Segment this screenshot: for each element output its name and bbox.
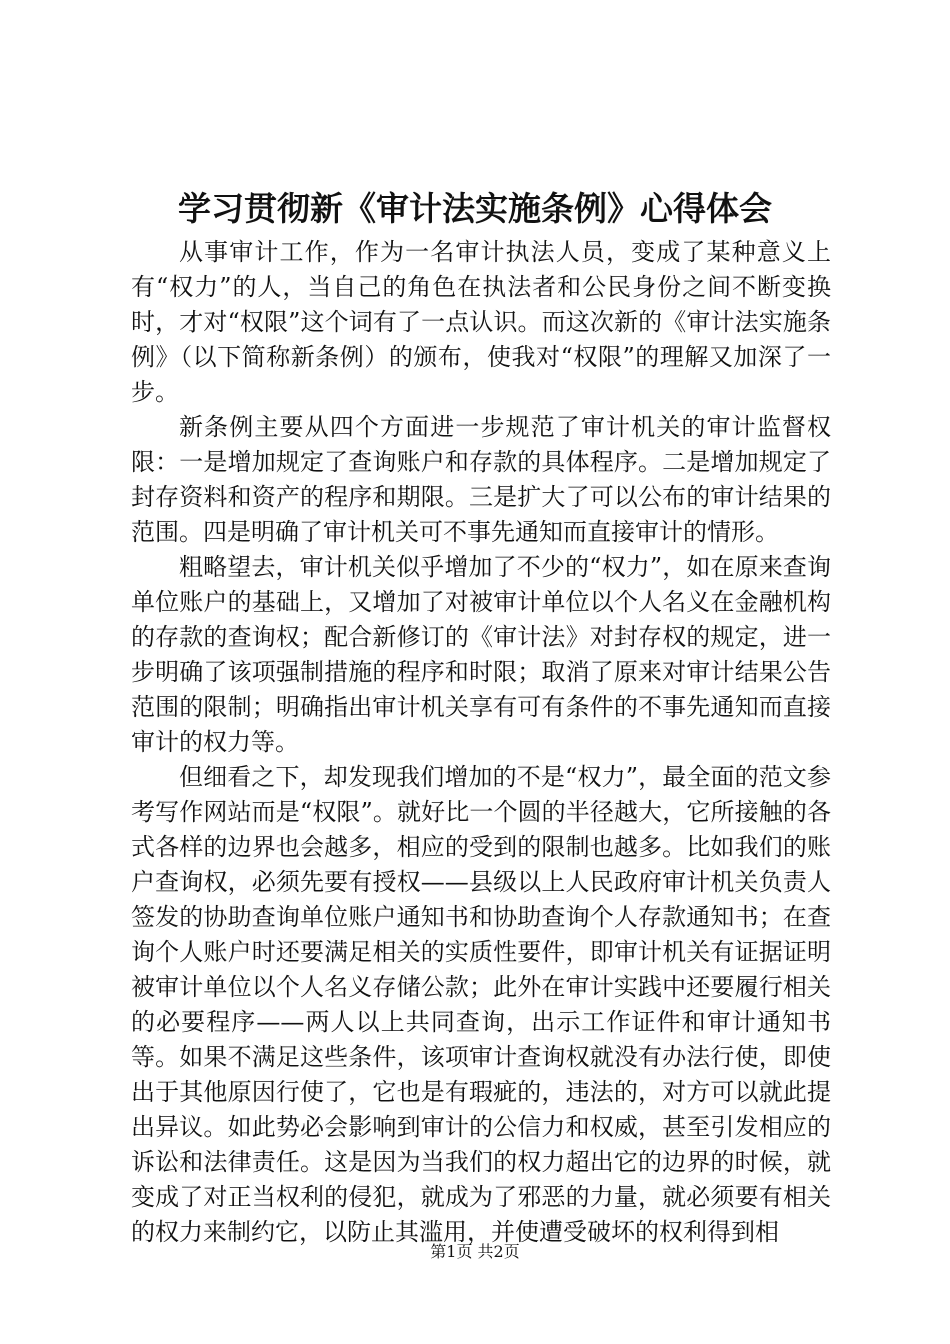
document-body	[131, 235, 831, 1250]
document-title: 学习贯彻新《审计法实施条例》心得体会	[178, 189, 772, 228]
page-footer: 第1页 共2页	[430, 1242, 520, 1261]
paragraph-2: 新条例主要从四个方面进一步规范了审计机关的审计监督权限：一是增加规定了查询账户和存款的具体程序。二是增加规定了封存资料和资产的程序和期限。三是扩大了可以公布的审计结果的范围。四是明确了审计机关可不事先通知而直接审计的情形。	[131, 413, 831, 546]
paragraph-1: 从事审计工作，作为一名审计执法人员，变成了某种意义上有“权力”的人，当自己的角色在执法者和公民身份之间不断变换时，才对“权限”这个词有了一点认识。而这次新的《审计法实施条例》（以下简称新条例）的颁布，使我对“权限”的理解又加深了一步。	[131, 238, 831, 406]
paragraph-4: 但细看之下，却发现我们增加的不是“权力”，最全面的范文参考写作网站而是“权限”。就好比一个圆的半径越大，它所接触的各式各样的边界也会越多，相应的受到的限制也越多。比如我们的账户查询权，必须先要有授权——县级以上人民政府审计机关负责人签发的协助查询单位账户通知书和协助查询个人存款通知书；在查询个人账户时还要满足相关的实质性要件，即审计机关有证据证明被审计单位以个人名义存储公款；此外在审计实践中还要履行相关的必要程序——两人以上共同查询，出示工作证件和审计通知书等。如果不满足这些条件，该项审计查询权就没有办法行使，即使出于其他原因行使了，它也是有瑕疵的，违法的，对方可以就此提出异议。如此势必会影响到审计的公信力和权威，甚至引发相应的诉讼和法律责任。这是因为当我们的权力超出它的边界的时候，就变成了对正当权利的侵犯，就成为了邪恶的力量，就必须要有相关的权力来制约它，以防止其滥用，并使遭受破坏的权利得到相	[131, 763, 831, 1246]
paragraph-3: 粗略望去，审计机关似乎增加了不少的“权力”，如在原来查询单位账户的基础上，又增加了对被审计单位以个人名义在金融机构的存款的查询权；配合新修订的《审计法》对封存权的规定，进一步明确了该项强制措施的程序和时限；取消了原来对审计结果公告范围的限制；明确指出审计机关享有可有条件的不事先通知而直接审计的权力等。	[131, 553, 831, 756]
